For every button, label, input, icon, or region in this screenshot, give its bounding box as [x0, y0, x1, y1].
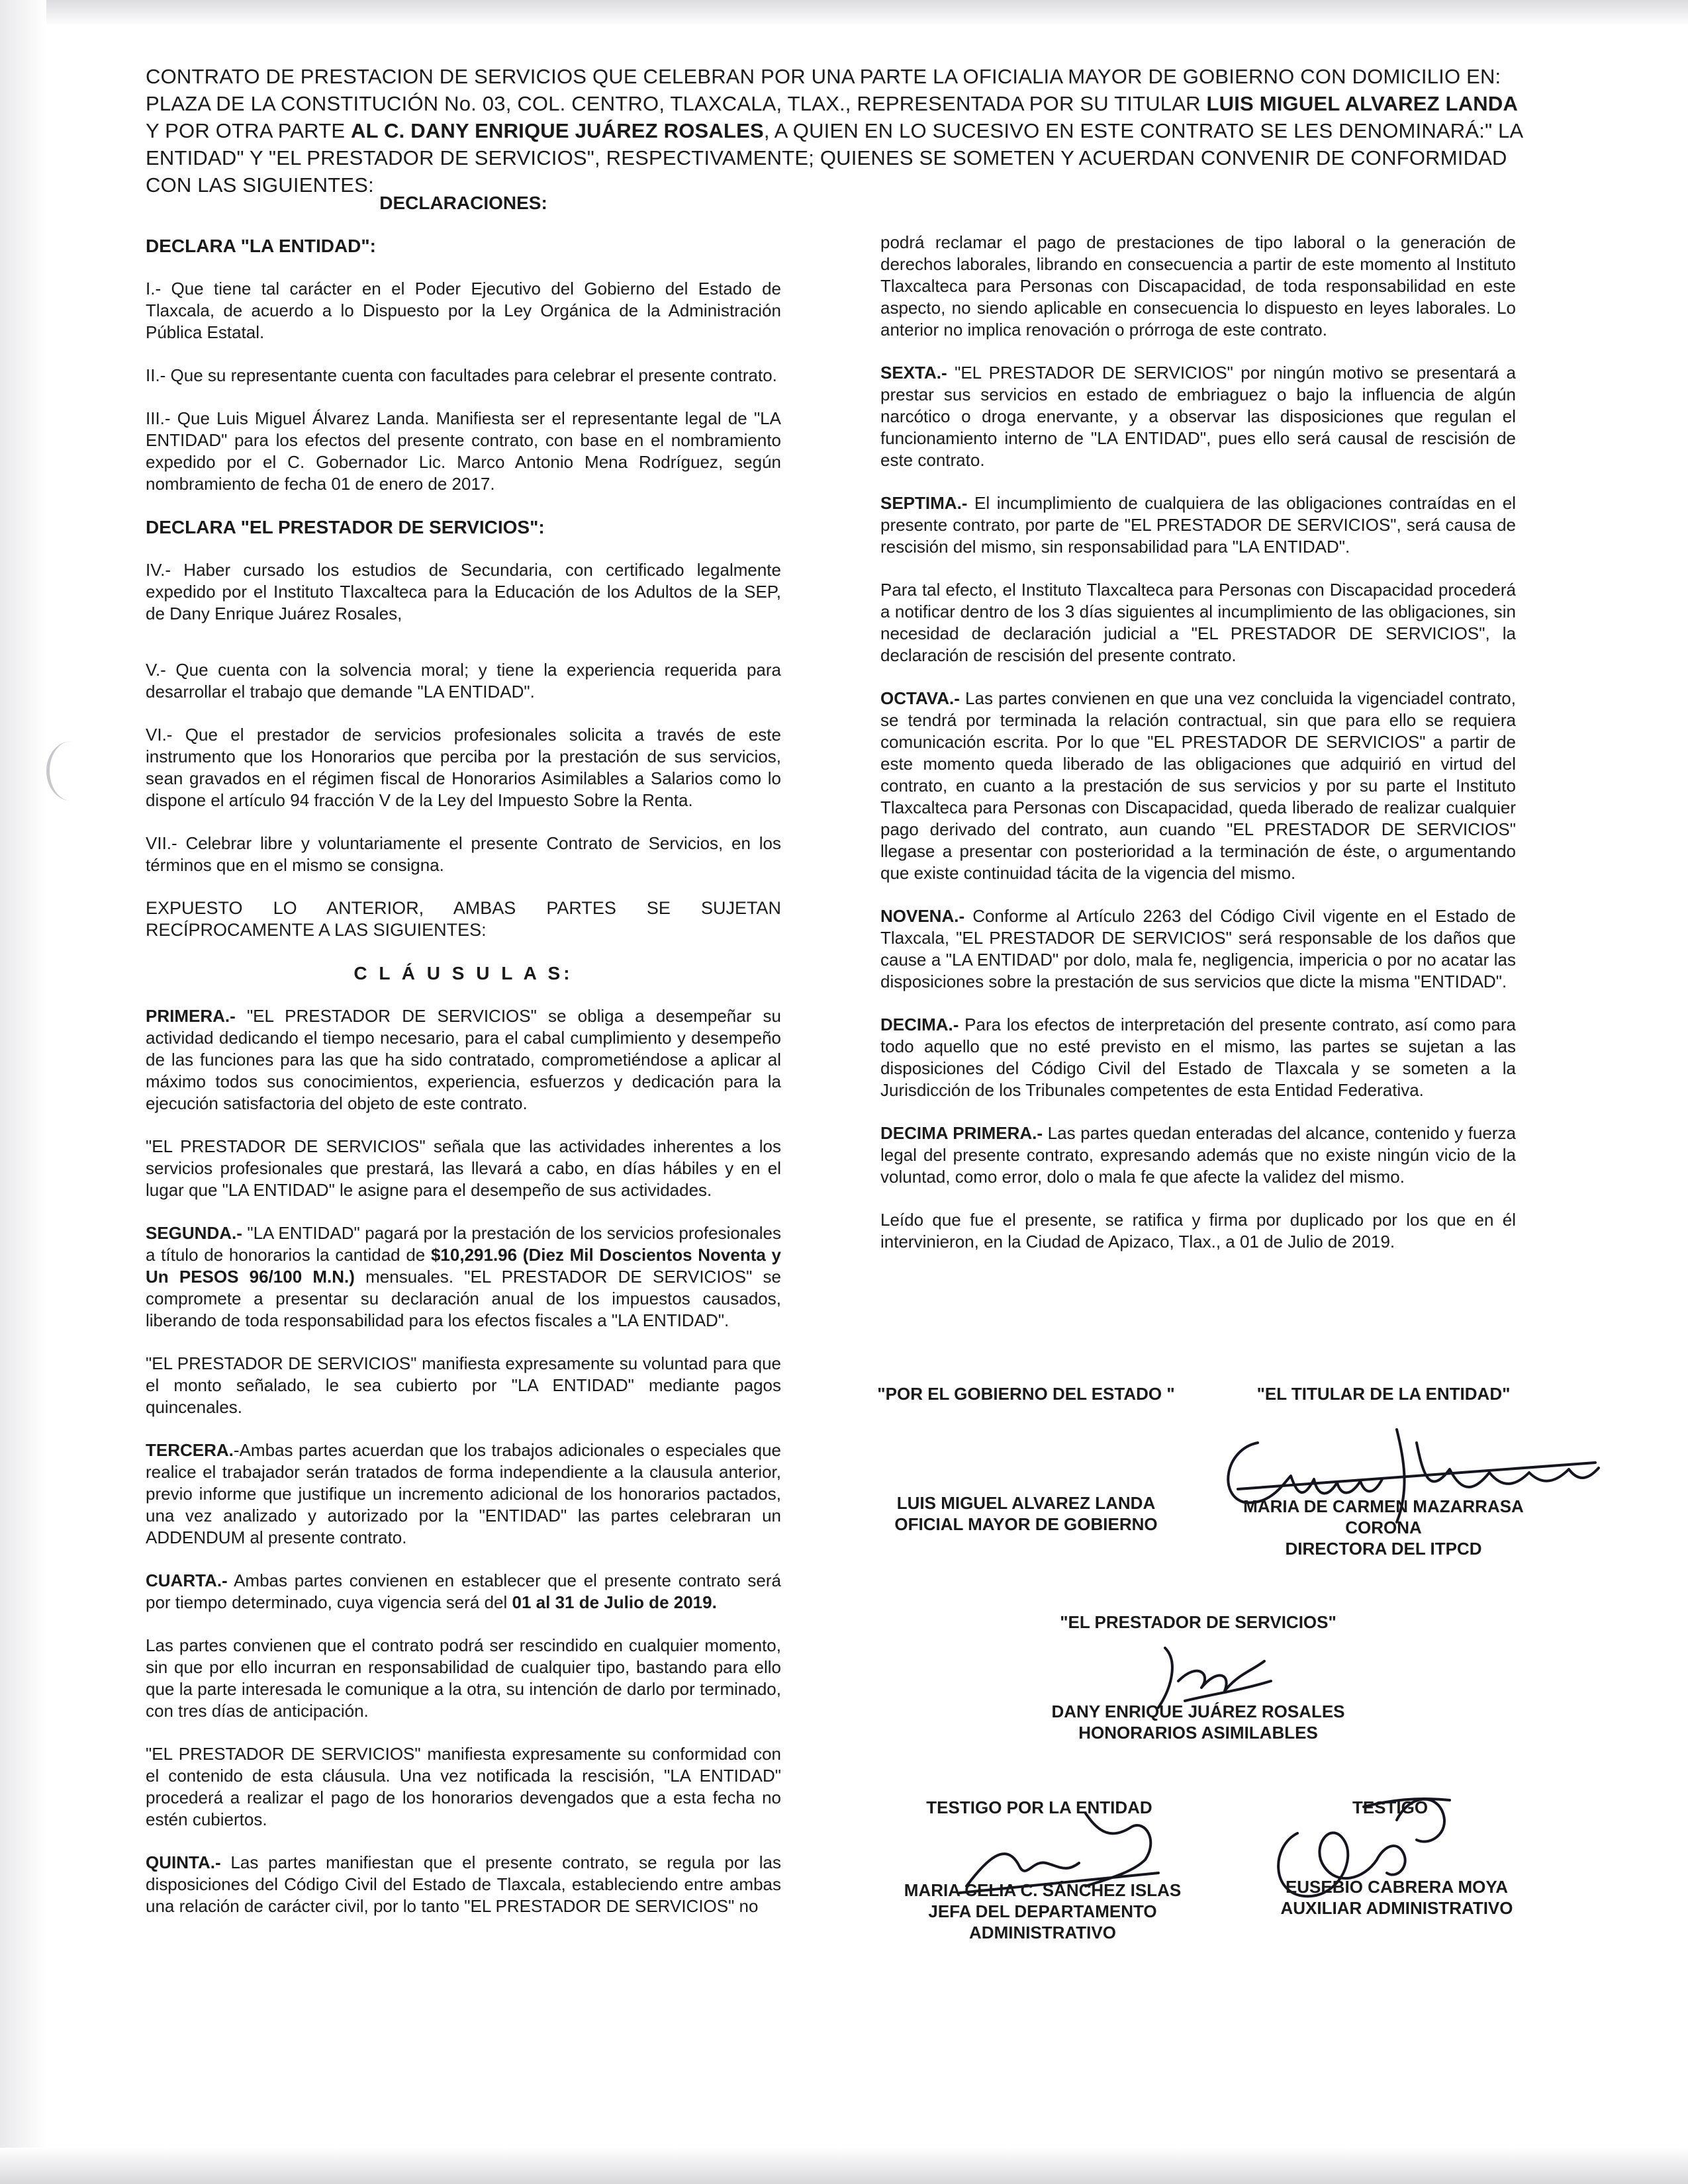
clause-decima: [880, 1014, 1516, 1101]
provider-signatory-title: HONORARIOS ASIMILABLES: [1078, 1723, 1318, 1743]
clause-segunda-2: "EL PRESTADOR DE SERVICIOS" manifiesta expresamente su voluntad para que el monto señalado, le sea cubierto por "LA ENTIDAD" mediante pagos quincenales.: [146, 1353, 781, 1417]
clause-septima-2: Para tal efecto, el Instituto Tlaxcalteca para Personas con Discapacidad procederá a notificar dentro de los 3 días siguientes al incumplimiento de las obligaciones, sin necesidad de declaración judicial a "EL PRESTADOR DE SERVICIOS", la declaración de rescisión del presente contrato.: [880, 580, 1516, 665]
entity-declares-heading: DECLARA "LA ENTIDAD":: [146, 236, 377, 256]
closing-statement: Leído que fue el presente, se ratifica y firma por duplicado por los que en él intervinieron, en la Ciudad de Apizaco, Tlax., a 01 de Julio de 2019.: [880, 1210, 1516, 1251]
declaration-ii: II.- Que su representante cuenta con facultades para celebrar el presente contrato.: [146, 365, 777, 385]
contract-intro: [146, 63, 1529, 199]
titular-signatory-title: DIRECTORA DEL ITPCD: [1285, 1539, 1482, 1559]
clause-primera-2: "EL PRESTADOR DE SERVICIOS" señala que las actividades inherentes a los servicios profesionales que prestará, las llevará a cabo, en días hábiles y en el lugar que "LA ENTIDAD" le asigne para el desempeño de sus actividades.: [146, 1136, 781, 1200]
right-column: [880, 232, 1516, 1274]
intro-text: CONTRATO DE PRESTACION DE SERVICIOS QUE CELEBRAN POR UNA PARTE LA OFICIALIA MAYOR DE GOBIERNO CON DOMICILIO EN: PLAZA DE LA CONSTITUCIÓN No. 03, COL. CENTRO, TLAXCALA, TLAX., REPRESENTADA POR SU TITULAR: [146, 65, 1501, 115]
clause-segunda: [146, 1222, 781, 1332]
redacted-area: [146, 625, 781, 659]
witness2-title: AUXILIAR ADMINISTRATIVO: [1280, 1898, 1513, 1918]
provider-signature-label: "EL PRESTADOR DE SERVICIOS": [1060, 1612, 1336, 1632]
declaration-i: I.- Que tiene tal carácter en el Poder Ejecutivo del Gobierno del Estado de Tlaxcala, de acuerdo a lo Dispuesto por la Ley Orgánica de la Administración Pública Estatal.: [146, 279, 781, 342]
declarations-heading: DECLARACIONES:: [379, 193, 547, 213]
clause-septima-label: SEPTIMA.-: [880, 493, 968, 513]
clause-decima-text: Para los efectos de interpretación del presente contrato, así como para todo aquello que no esté previsto en el mismo, las partes se sujetan a las disposiciones del Código Civil del Estado de Tlaxcala y se someten a la Jurisdicción de los Tribunales competentes de esta Entidad Federativa.: [880, 1015, 1516, 1100]
scan-shadow-bottom: [0, 2148, 1688, 2184]
clause-quinta-label: QUINTA.-: [146, 1852, 221, 1872]
left-column: [146, 192, 781, 1938]
clause-octava-label: OCTAVA.-: [880, 688, 960, 708]
intro-representative-name: LUIS MIGUEL ALVAREZ LANDA: [1206, 92, 1519, 115]
clause-decima-label: DECIMA.-: [880, 1015, 959, 1034]
clauses-heading: C L Á U S U L A S:: [353, 963, 573, 983]
provider-signatory-name: DANY ENRIQUE JUÁREZ ROSALES: [1051, 1702, 1345, 1721]
witness1-title: JEFA DEL DEPARTAMENTO: [928, 1901, 1157, 1921]
intro-provider-name: AL C. DANY ENRIQUE JUÁREZ ROSALES: [351, 119, 764, 142]
government-signature-label: "POR EL GOBIERNO DEL ESTADO ": [877, 1384, 1175, 1404]
clause-quinta: [146, 1852, 781, 1917]
clause-cuarta-text: Ambas partes convienen en establecer que el presente contrato será por tiempo determinado, cuya vigencia será del: [146, 1570, 781, 1612]
clause-cuarta: [146, 1570, 781, 1614]
clause-quinta-cont: podrá reclamar el pago de prestaciones de tipo laboral o la generación de derechos laborales, librando en consecuencia a partir de este momento al Instituto Tlaxcalteca para Personas con Discapacidad, de toda responsabilidad en este aspecto, no siendo aplicable en consecuencia lo dispuesto en leyes laborales. Lo anterior no implica renovación o prórroga de este contrato.: [880, 232, 1516, 340]
clause-segunda-label: SEGUNDA.-: [146, 1223, 242, 1243]
clause-decima-primera: [880, 1122, 1516, 1188]
clause-primera-text: "EL PRESTADOR DE SERVICIOS" se obliga a desempeñar su actividad dedicando el tiempo necesario, para el cabal cumplimiento y desempeño de las funciones para las que ha sido contratado, comprometiéndose a aplicar al máximo todos sus conocimientos, experiencia, esfuerzos y dedicación para la ejecución satisfactoria del objeto de este contrato.: [146, 1006, 781, 1113]
clause-primera: [146, 1005, 781, 1115]
clause-sexta-text: "EL PRESTADOR DE SERVICIOS" por ningún motivo se presentará a prestar sus servicios en estado de embriaguez o bajo la influencia de algún narcótico o droga enervante, y a observar las disposiciones que regulan el funcionamiento interno de "LA ENTIDAD", pues ello será causal de rescisión de este contrato.: [880, 363, 1516, 470]
clause-novena: [880, 905, 1516, 993]
titular-signatory-name: MARIA DE CARMEN MAZARRASA: [1243, 1496, 1524, 1516]
clause-tercera-text: -Ambas partes acuerdan que los trabajos adicionales o especiales que realice el trabajador serán tratados de forma independiente a la clausula anterior, previo informe que justifique un incremento adicional de los honorarios pactados, una vez analizado y autorizado por la "ENTIDAD" las partes celebraran un ADDENDUM al presente contrato.: [146, 1440, 781, 1547]
government-signatory-title: OFICIAL MAYOR DE GOBIERNO: [894, 1514, 1158, 1534]
clause-primera-label: PRIMERA.-: [146, 1006, 236, 1026]
clause-cuarta-3: "EL PRESTADOR DE SERVICIOS" manifiesta expresamente su conformidad con el contenido de esta cláusula. Una vez notificada la rescisión, "LA ENTIDAD" procederá a realizar el pago de los honorarios devengados que a esta fecha no estén cubiertos.: [146, 1744, 781, 1829]
clause-novena-label: NOVENA.-: [880, 906, 965, 926]
declaration-vii: VII.- Celebrar libre y voluntariamente el presente Contrato de Servicios, en los términos que en el mismo se consigna.: [146, 833, 781, 875]
clause-octava: [880, 688, 1516, 884]
titular-signatory-name-2: CORONA: [1345, 1518, 1422, 1537]
clause-octava-text: Las partes convienen en que una vez concluida la vigenciadel contrato, se tendrá por terminada la relación contractual, sin que para ello se requiera comunicación escrita. Por lo que "EL PRESTADOR DE SERVICIOS" a partir de este momento queda liberado de las obligaciones que adquirió en virtud del contrato, en cuanto a la prestación de sus servicios y por su parte el Instituto Tlaxcalteca para Personas con Discapacidad, queda liberado de realizar cualquier pago derivado del contrato, aun cuando "EL PRESTADOR DE SERVICIOS" llegase a presentar con posterioridad a la terminación de éste, o argumentando que existe continuidad tácita de la vigencia del mismo.: [880, 688, 1516, 883]
titular-signature-label: "EL TITULAR DE LA ENTIDAD": [1256, 1384, 1511, 1404]
scan-shadow-left: [0, 0, 46, 2184]
clause-septima: [880, 492, 1516, 558]
clause-decima-primera-label: DECIMA PRIMERA.-: [880, 1123, 1043, 1143]
government-signatory-name: LUIS MIGUEL ALVAREZ LANDA: [896, 1493, 1156, 1513]
clause-cuarta-label: CUARTA.-: [146, 1570, 228, 1590]
clause-novena-text: Conforme al Artículo 2263 del Código Civil vigente en el Estado de Tlaxcala, "EL PRESTADOR DE SERVICIOS" será responsable de los daños que cause a "LA ENTIDAD" por dolo, mala fe, negligencia, impericia o por no acatar las disposiciones sobre la prestación de sus servicios que dicte la misma "ENTIDAD".: [880, 906, 1516, 991]
clause-tercera: [146, 1439, 781, 1549]
declaration-iii: III.- Que Luis Miguel Álvarez Landa. Manifiesta ser el representante legal de "LA ENTIDAD" para los efectos del presente contrato, con base en el nombramiento expedido por el C. Gobernador Lic. Marco Antonio Mena Rodríguez, según nombramiento de fecha 01 de enero de 2017.: [146, 408, 781, 494]
witness1-signatory: [880, 1880, 1205, 1943]
provider-declares-heading: DECLARA "EL PRESTADOR DE SERVICIOS":: [146, 517, 545, 537]
intro-text: Y POR OTRA PARTE: [146, 119, 352, 142]
clause-cuarta-2: Las partes convienen que el contrato podrá ser rescindido en cualquier momento, sin que por ello incurran en responsabilidad de cualquier tipo, bastando para ello que la parte interesada le comunique a la otra, su intención de darlo por terminado, con tres días de anticipación.: [146, 1635, 781, 1721]
expuesto-text: EXPUESTO LO ANTERIOR, AMBAS PARTES SE SUJETAN RECÍPROCAMENTE A LAS SIGUIENTES:: [146, 898, 781, 940]
witness1-title-2: ADMINISTRATIVO: [969, 1923, 1116, 1942]
contract-term-dates: 01 al 31 de Julio de 2019.: [512, 1592, 717, 1612]
clause-septima-text: El incumplimiento de cualquiera de las obligaciones contraídas en el presente contrato, por parte de "EL PRESTADOR DE SERVICIOS", será causa de rescisión del mismo, sin responsabilidad para "LA ENTIDAD".: [880, 493, 1516, 557]
declaration-iv: IV.- Haber cursado los estudios de Secundaria, con certificado legalmente expedido por el Instituto Tlaxcalteca para la Educación de los Adultos de la SEP, de Dany Enrique Juárez Rosales,: [146, 560, 781, 623]
clause-sexta: [880, 362, 1516, 471]
clause-segunda-text: mensuales. "EL PRESTADOR DE SERVICIOS" se compromete a presentar su declaración anual de los impuestos causados, liberando de toda responsabilidad para los efectos fiscales a "LA ENTIDAD".: [146, 1267, 782, 1330]
clause-sexta-label: SEXTA.-: [880, 363, 947, 383]
clause-quinta-text: Las partes manifiestan que el presente contrato, se regula por las disposiciones del Código Civil del Estado de Tlaxcala, estableciendo entre ambas una relación de carácter civil, por lo tanto "EL PRESTADOR DE SERVICIOS" no: [146, 1852, 781, 1916]
government-signatory: [874, 1492, 1178, 1535]
witness1-label: TESTIGO POR LA ENTIDAD: [926, 1797, 1152, 1817]
intro-text: , A QUIEN EN LO SUCESIVO EN ESTE CONTRATO SE LES DENOMINARÁ:" LA ENTIDAD" Y "EL PRESTADOR DE SERVICIOS", RESPECTIVAMENTE; QUIENES SE SOMETEN Y ACUERDAN CONVENIR DE CONFORMIDAD CON LAS SIGUIENTES:: [146, 119, 1523, 197]
clause-tercera-label: TERCERA.: [146, 1440, 234, 1460]
declaration-vi: VI.- Que el prestador de servicios profesionales solicita a través de este instrumento que los Honorarios que perciba por la prestación de sus servicios, sean gravados en el régimen fiscal de Honorarios Asimilables a Salarios como lo dispone el artículo 94 fracción V de la Ley del Impuesto Sobre la Renta.: [146, 725, 781, 810]
clause-segunda-text: "LA ENTIDAD" pagará por la prestación de los servicios profesionales a título de honorarios la cantidad de: [146, 1223, 781, 1265]
witness2-label: TESTIGO: [1352, 1797, 1429, 1817]
witness2-name: EUSEBIO CABRERA MOYA: [1285, 1877, 1509, 1897]
provider-signatory: [1006, 1701, 1390, 1743]
binder-hole-mark: [46, 741, 96, 801]
witness2-signatory: [1258, 1876, 1536, 1919]
clause-decima-primera-text: Las partes quedan enteradas del alcance, contenido y fuerza legal del presente contrato, expresando además que no existe ningún vicio de la voluntad, como error, dolo o mala fe que afecte la validez del mismo.: [880, 1123, 1516, 1187]
witness1-name: MARIA CELIA C. SÁNCHEZ ISLAS: [904, 1880, 1182, 1900]
scan-shadow-top: [0, 0, 1688, 26]
titular-signatory: [1225, 1496, 1542, 1559]
fee-amount: $10,291.96 (Diez Mil Doscientos Noventa y Un PESOS 96/100 M.N.): [146, 1245, 782, 1287]
declaration-v: V.- Que cuenta con la solvencia moral; y tiene la experiencia requerida para desarrollar el trabajo que demande "LA ENTIDAD".: [146, 660, 781, 702]
